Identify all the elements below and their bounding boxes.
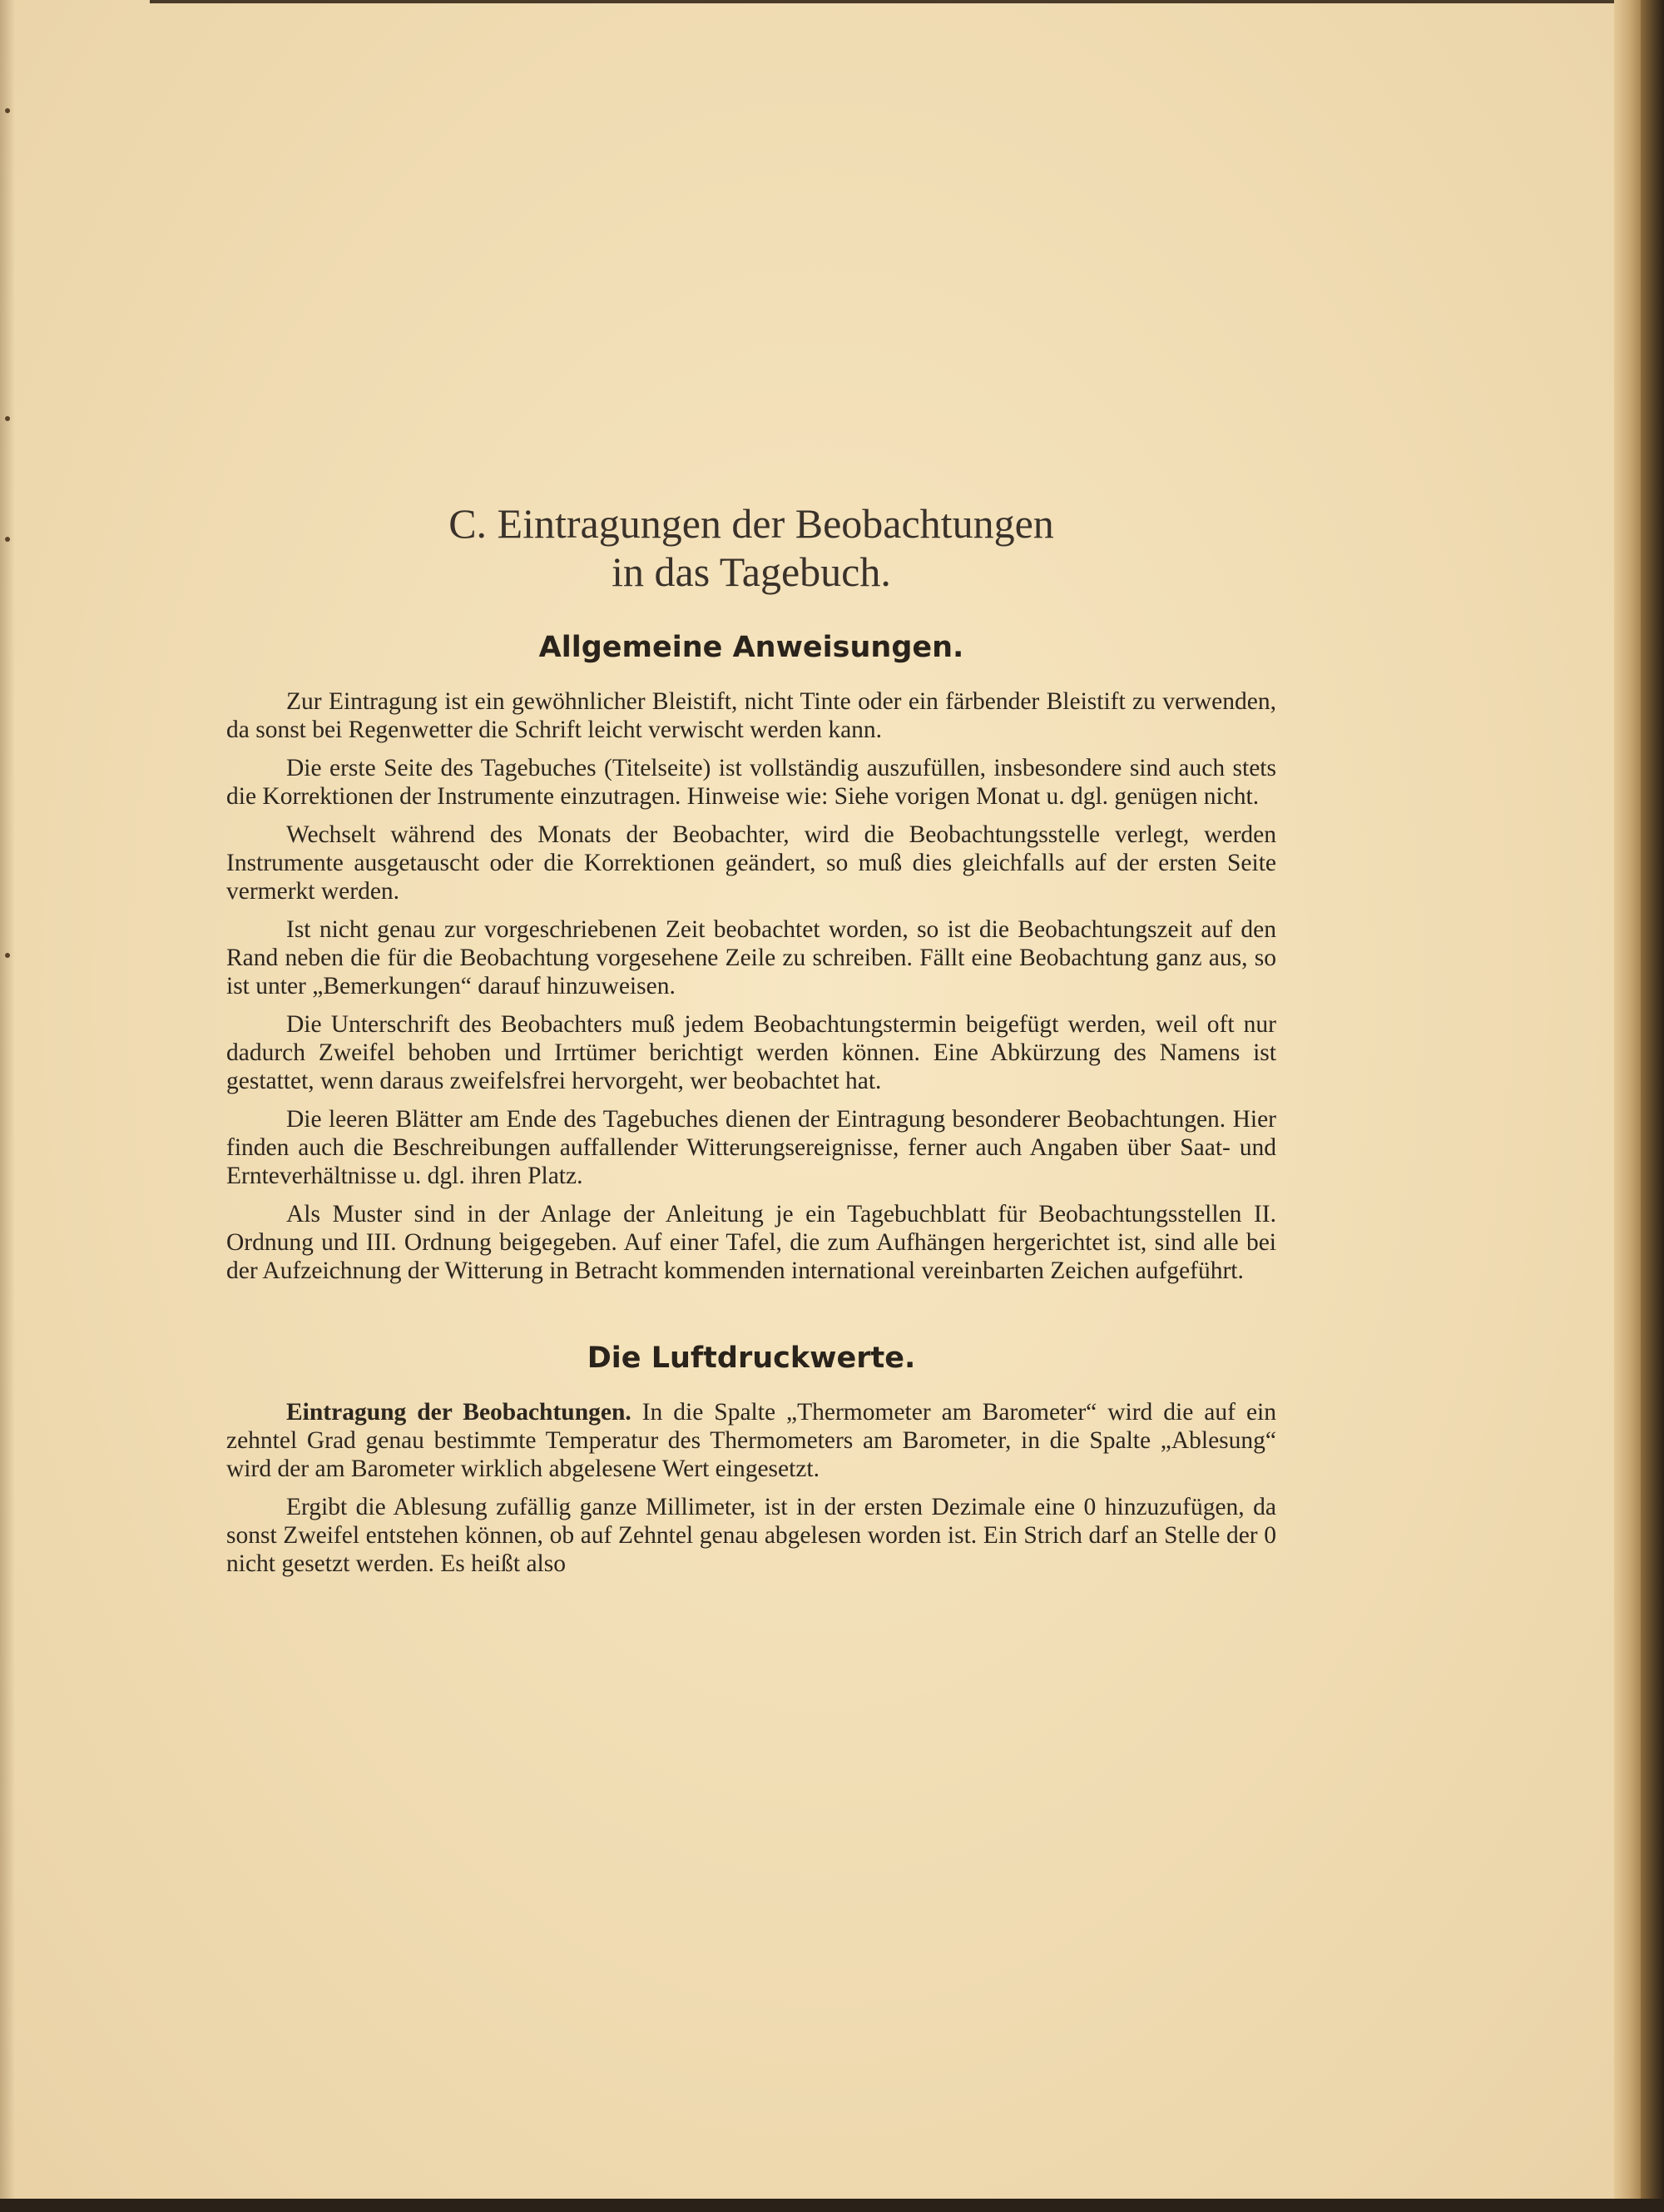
section-spacer	[226, 1295, 1276, 1340]
paragraph	[226, 1398, 1276, 1483]
paragraph: Die leeren Blätter am Ende des Tagebuches dienen der Eintragung besonderer Beobachtungen. Hier finden auch die Beschreibungen auffallender Witterungsereignisse, ferner auch Angaben über Saat- und Ernteverhältnisse u. dgl. ihren Platz.	[226, 1106, 1276, 1189]
margin-speck	[5, 537, 10, 542]
margin-speck	[5, 953, 10, 958]
paragraph: Ergibt die Ablesung zufällig ganze Millimeter, ist in der ersten Dezimale eine 0 hinzuzufügen, da sonst Zweifel entstehen können, ob auf Zehntel genau abgelesen worden ist. Ein Strich darf an Stelle der 0 nicht gesetzt werden. Es heißt also	[226, 1494, 1276, 1577]
paragraph-lead: Eintragung der Beobachtungen.	[286, 1399, 631, 1426]
page-gutter-shadow	[0, 0, 15, 2199]
chapter-title	[226, 499, 1276, 596]
paragraph: Ist nicht genau zur vorgeschriebenen Zeit beobachtet worden, so ist die Beobachtungszeit auf den Rand neben die für die Beobachtung vorgesehene Zeile zu schreiben. Fällt eine Beobachtung ganz aus, so ist unter „Bemerkungen“ darauf hinzuweisen.	[226, 916, 1276, 999]
book-cover-edge	[1641, 0, 1664, 2212]
chapter-title-line-2: in das Tagebuch.	[612, 548, 891, 595]
margin-speck	[5, 416, 10, 421]
paragraph: Die erste Seite des Tagebuches (Titelseite) ist vollständig auszufüllen, insbesondere sind auch stets die Korrektionen der Instrumente einzutragen. Hinweise wie: Siehe vorigen Monat u. dgl. genügen nicht.	[226, 755, 1276, 810]
scan-bottom-edge	[0, 2199, 1664, 2212]
paragraph: Wechselt während des Monats der Beobachter, wird die Beobachtungsstelle verlegt, werden Instrumente ausgetauscht oder die Korrektionen geändert, so muß dies gleichfalls auf der ersten Seite vermerkt werden.	[226, 821, 1276, 905]
section-heading-general: Allgemeine Anweisungen.	[538, 631, 964, 664]
section-heading-air-pressure: Die Luftdruckwerte.	[587, 1342, 916, 1375]
paragraph: Zur Eintragung ist ein gewöhnlicher Bleistift, nicht Tinte oder ein färbender Bleistift zu verwenden, da sonst bei Regenwetter die Schrift leicht verwischt werden kann.	[226, 688, 1276, 743]
page-top-edge	[150, 0, 1631, 3]
page-content	[226, 499, 1276, 1588]
paragraph: Als Muster sind in der Anlage der Anleitung je ein Tagebuchblatt für Beobachtungsstellen II. Ordnung und III. Ordnung beigegeben. Auf einer Tafel, die zum Aufhängen hergerichtet ist, sind alle bei der Aufzeichnung der Witterung in Betracht kommenden international vereinbarten Zeichen aufgeführt.	[226, 1201, 1276, 1284]
chapter-title-line-1: C. Eintragungen der Beobachtungen	[448, 500, 1054, 547]
paragraph: Die Unterschrift des Beobachters muß jedem Beobachtungstermin beigefügt werden, weil oft nur dadurch Zweifel behoben und Irrtümer berichtigt werden können. Eine Abkürzung des Namens ist gestattet, wenn daraus zweifelsfrei hervorgeht, wer beobachtet hat.	[226, 1011, 1276, 1094]
paragraph-text: In die Spalte „Thermometer am Barometer“ wird die auf ein zehntel Grad genau bestimmte Temperatur des Thermometers am Barometer, in die Spalte „Ablesung“ wird der am Barometer wirklich abgelesene Wert eingesetzt.	[226, 1399, 1276, 1482]
margin-speck	[5, 108, 10, 113]
page-edge-right	[1614, 0, 1641, 2199]
